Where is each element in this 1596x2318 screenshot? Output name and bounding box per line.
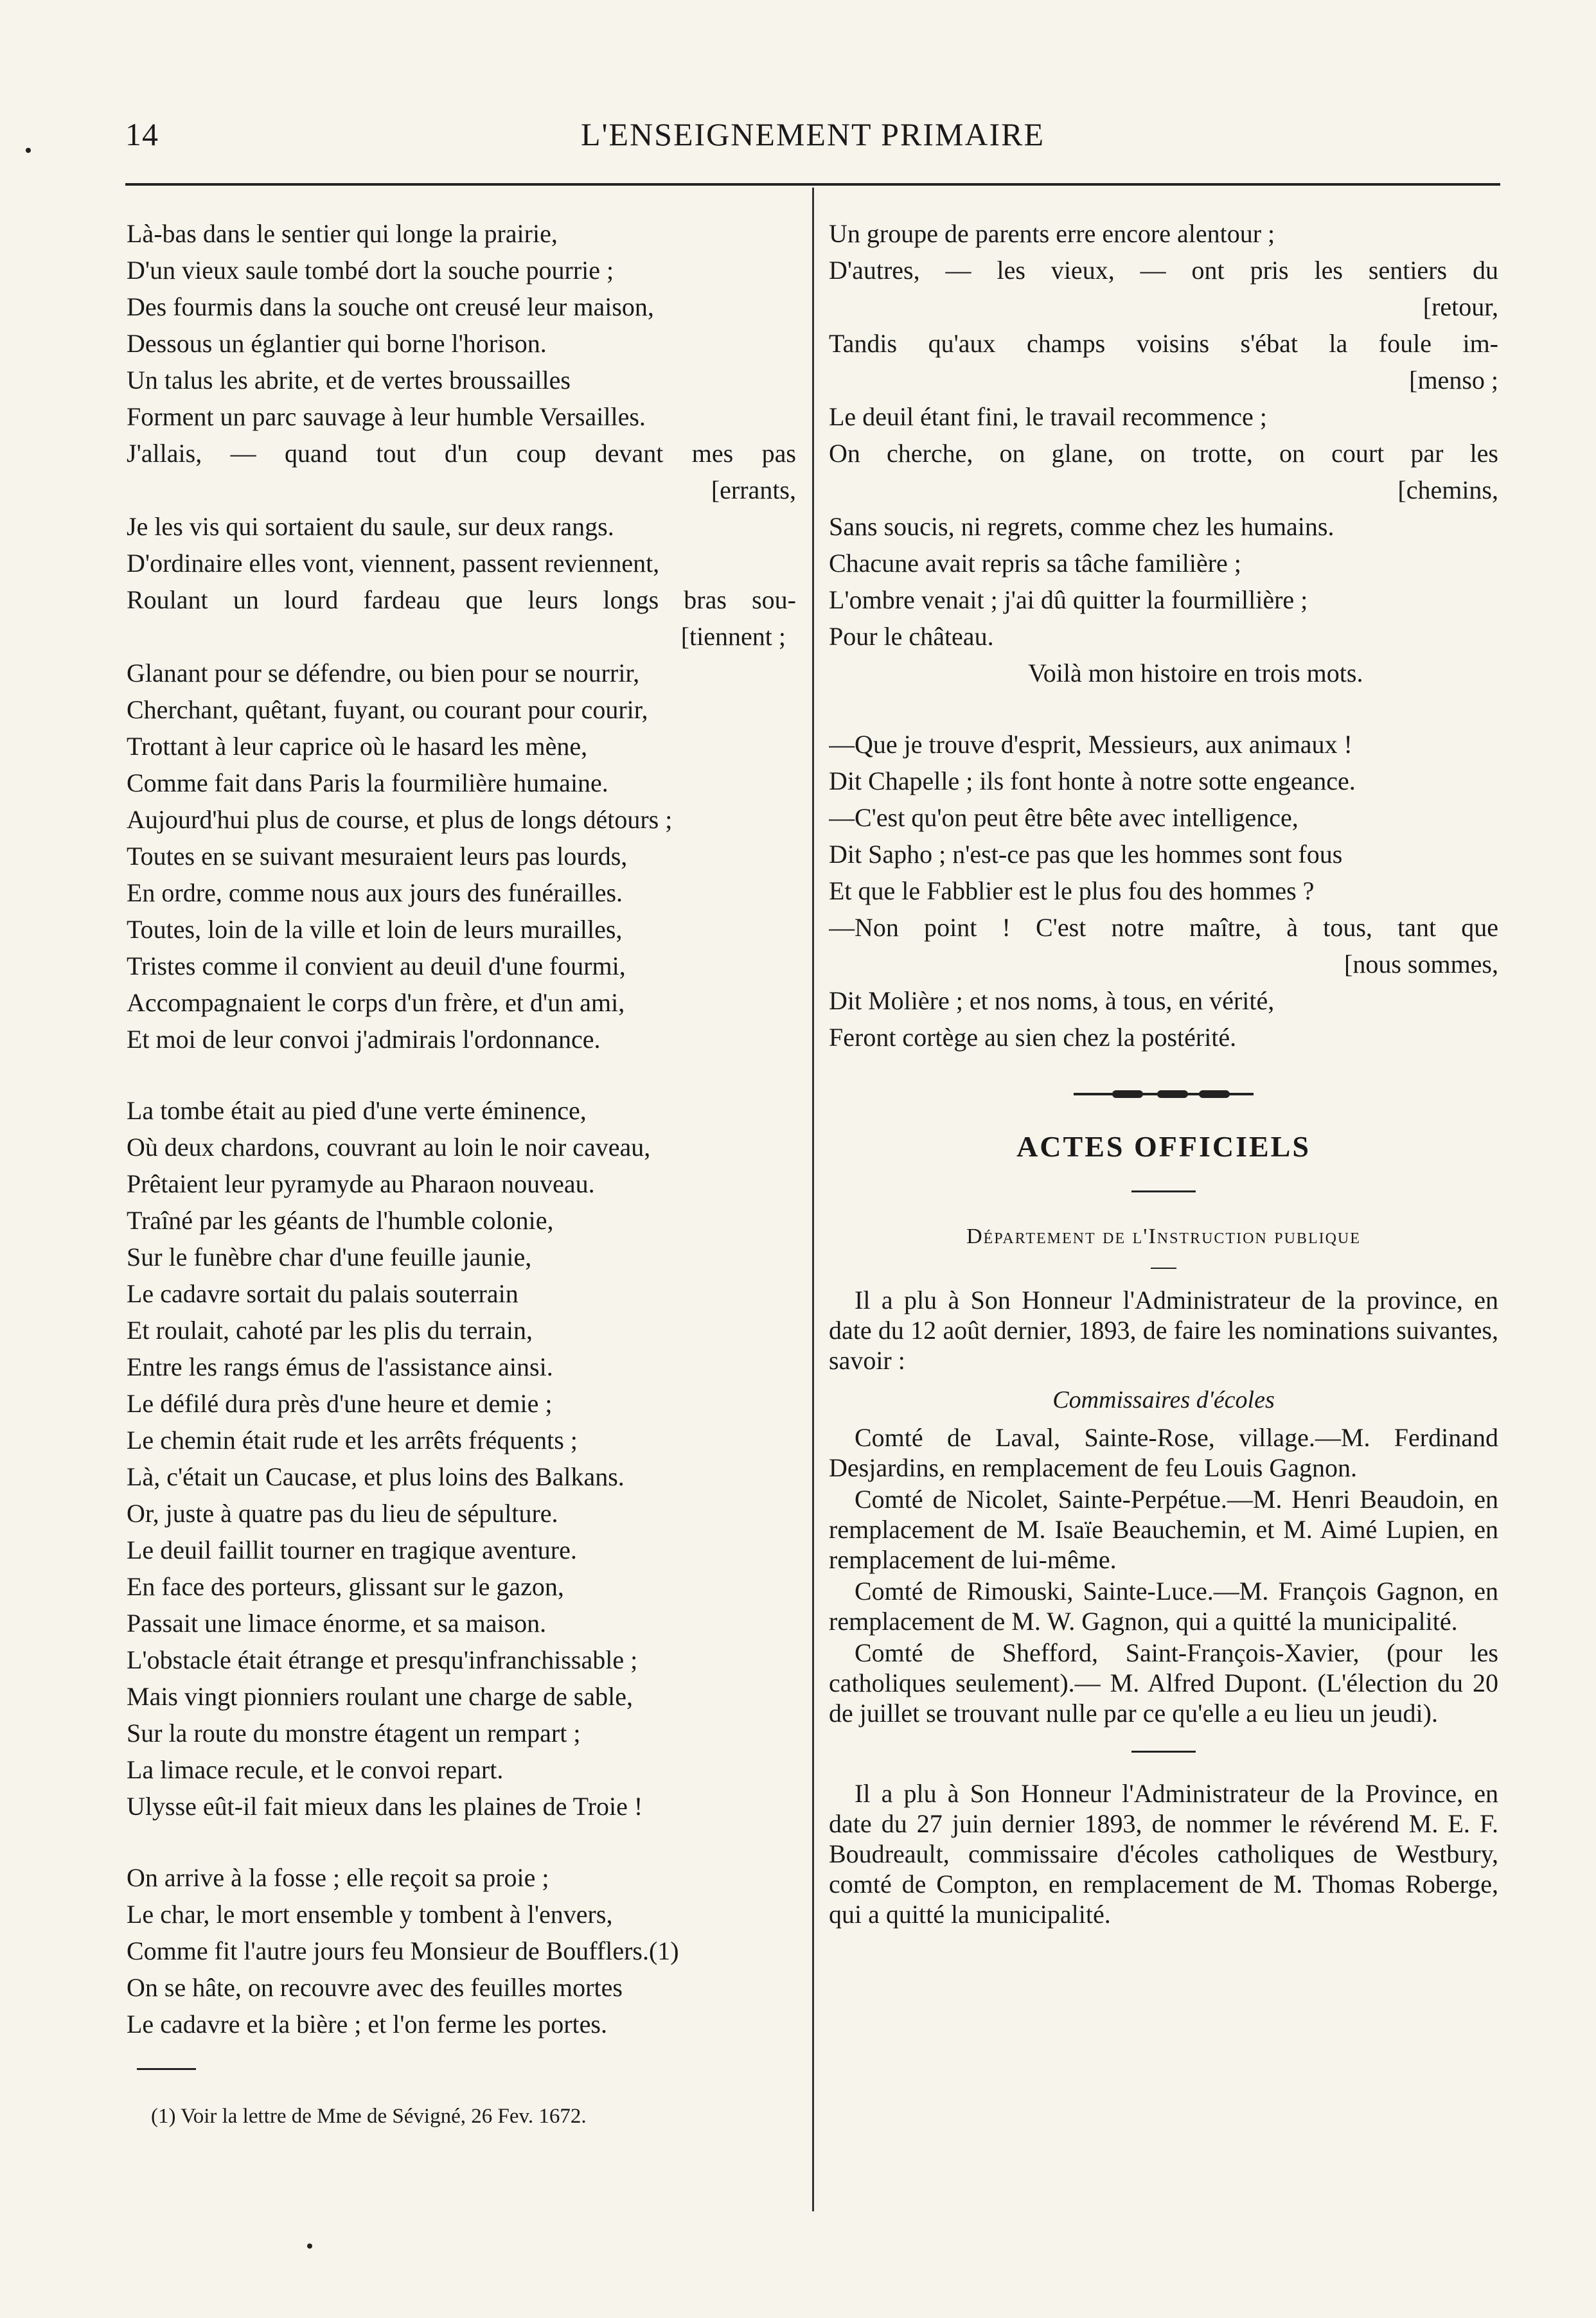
verse-line: Ulysse eût-il fait mieux dans les plaines de Troie ! — [127, 1792, 643, 1821]
verse-line: Pour le château. — [829, 622, 994, 651]
department-heading: Département de l'Instruction publique — [966, 1225, 1361, 1248]
subheading: Commissaires d'écoles — [1052, 1386, 1275, 1413]
verse-line: Et roulait, cahoté par les plis du terrain, — [127, 1316, 533, 1345]
verse-line: Sur le funèbre char d'une feuille jaunie, — [127, 1243, 532, 1271]
verse-line: Comme fait dans Paris la fourmilière humaine. — [127, 768, 608, 797]
footnote-rule — [137, 2068, 196, 2070]
verse-line: —Que je trouve d'esprit, Messieurs, aux animaux ! — [829, 730, 1352, 759]
poem-stanza — [127, 1092, 796, 1825]
verse-line: Tandis qu'aux champs voisins s'ébat la foule im- — [829, 329, 1498, 358]
verse-line-continuation: [tiennent ; — [680, 622, 786, 651]
verse-line: Traîné par les géants de l'humble colonie, — [127, 1206, 554, 1235]
verse-line: Sans soucis, ni regrets, comme chez les humains. — [829, 512, 1334, 541]
notice-paragraph: Il a plu à Son Honneur l'Administrateur de la province, en date du 12 août dernier, 1893, de faire les nominations suivantes, savoir : — [829, 1286, 1498, 1375]
verse-line: Chacune avait repris sa tâche familière ; — [829, 549, 1241, 578]
verse-line: Cherchant, quêtant, fuyant, ou courant pour courir, — [127, 695, 648, 724]
dash-rule — [1151, 1268, 1176, 1269]
verse-line: Trottant à leur caprice où le hasard les mène, — [127, 732, 588, 761]
poem-stanza — [829, 726, 1498, 1056]
verse-line: L'obstacle était étrange et presqu'infranchissable ; — [127, 1645, 638, 1674]
right-column — [829, 215, 1498, 1929]
verse-line: Le deuil étant fini, le travail recommence ; — [829, 402, 1267, 431]
print-speck — [26, 148, 31, 153]
verse-line: Où deux chardons, couvrant au loin le noir caveau, — [127, 1133, 651, 1162]
verse-line: Accompagnaient le corps d'un frère, et d'un ami, — [127, 988, 625, 1017]
footnote: (1) Voir la lettre de Mme de Sévigné, 26 Fev. 1672. — [151, 2105, 587, 2128]
verse-line-continuation: [menso ; — [1409, 366, 1498, 394]
nomination-entry: Comté de Nicolet, Sainte-Perpétue.—M. Henri Beaudoin, en remplacement de M. Isaïe Beauchemin, et M. Aimé Lupien, en remplacement de lui-même. — [829, 1485, 1498, 1574]
verse-line: Tristes comme il convient au deuil d'une fourmi, — [127, 951, 626, 980]
verse-line: —C'est qu'on peut être bête avec intelligence, — [829, 803, 1299, 832]
left-column — [127, 215, 796, 2130]
verse-line: Mais vingt pionniers roulant une charge de sable, — [127, 1682, 633, 1711]
verse-line: Le cadavre et la bière ; et l'on ferme les portes. — [127, 2010, 607, 2039]
verse-line: L'ombre venait ; j'ai dû quitter la fourmillière ; — [829, 585, 1308, 614]
verse-line: En ordre, comme nous aux jours des funérailles. — [127, 878, 623, 907]
verse-line-continuation: [nous sommes, — [1344, 950, 1498, 978]
nomination-entry: Comté de Laval, Sainte-Rose, village.—M. Ferdinand Desjardins, en remplacement de feu Louis Gagnon. — [829, 1423, 1498, 1482]
verse-line: —Non point ! C'est notre maître, à tous, tant que — [829, 913, 1498, 942]
verse-line: Sur la route du monstre étagent un rempart ; — [127, 1719, 581, 1747]
verse-line: Glanant pour se défendre, ou bien pour se nourrir, — [127, 659, 640, 687]
verse-line: D'un vieux saule tombé dort la souche pourrie ; — [127, 256, 614, 285]
running-title: L'ENSEIGNEMENT PRIMAIRE — [580, 116, 1045, 152]
verse-line: Toutes, loin de la ville et loin de leurs murailles, — [127, 915, 623, 944]
ornament-divider — [1074, 1090, 1254, 1099]
verse-line: J'allais, — quand tout d'un coup devant mes pas — [127, 439, 796, 468]
verse-line: Un groupe de parents erre encore alentour ; — [829, 219, 1275, 248]
print-speck — [307, 2243, 312, 2249]
verse-line: Toutes en se suivant mesuraient leurs pas lourds, — [127, 842, 628, 871]
verse-line: Or, juste à quatre pas du lieu de sépulture. — [127, 1499, 558, 1528]
verse-line: On cherche, on glane, on trotte, on court par les — [829, 439, 1498, 468]
verse-line: La tombe était au pied d'une verte éminence, — [127, 1096, 587, 1125]
notice-paragraph: Il a plu à Son Honneur l'Administrateur de la Province, en date du 27 juin dernier 1893, de nommer le révérend M. E. F. Boudreault, commissaire d'écoles catholiques de Westbury, comté de Compton, en remplacement de M. Thomas Roberge, qui a quitté la municipalité. — [829, 1779, 1498, 1929]
verse-line-continuation: [retour, — [1423, 292, 1498, 321]
verse-line: Entre les rangs émus de l'assistance ainsi. — [127, 1352, 553, 1381]
verse-line: La limace recule, et le convoi repart. — [127, 1755, 504, 1784]
verse-line: Le char, le mort ensemble y tombent à l'envers, — [127, 1900, 613, 1929]
poem-stanza — [829, 215, 1498, 691]
verse-line: On se hâte, on recouvre avec des feuilles mortes — [127, 1973, 623, 2002]
verse-line: Des fourmis dans la souche ont creusé leur maison, — [127, 292, 654, 321]
nomination-entry: Comté de Rimouski, Sainte-Luce.—M. François Gagnon, en remplacement de M. W. Gagnon, qui a quitté la municipalité. — [829, 1577, 1498, 1636]
verse-line: Et que le Fabblier est le plus fou des hommes ? — [829, 876, 1315, 905]
verse-line: Dit Molière ; et nos noms, à tous, en vérité, — [829, 986, 1275, 1015]
poem-stanza — [127, 1859, 796, 2042]
verse-line: Là-bas dans le sentier qui longe la prairie, — [127, 219, 558, 248]
verse-line: Dit Sapho ; n'est-ce pas que les hommes sont fous — [829, 840, 1343, 869]
verse-line: Prêtaient leur pyramyde au Pharaon nouveau. — [127, 1169, 595, 1198]
verse-line: D'autres, — les vieux, — ont pris les sentiers du — [829, 256, 1498, 285]
verse-line: Le chemin était rude et les arrêts fréquents ; — [127, 1426, 578, 1455]
poem-stanza — [127, 215, 796, 1057]
verse-line: Là, c'était un Caucase, et plus loins des Balkans. — [127, 1462, 625, 1491]
section-title: ACTES OFFICIELS — [1016, 1130, 1311, 1163]
header-rule — [125, 183, 1500, 186]
verse-line: Feront cortège au sien chez la postérité. — [829, 1023, 1237, 1052]
page-number: 14 — [125, 116, 159, 152]
verse-line: Un talus les abrite, et de vertes broussailles — [127, 366, 571, 394]
column-divider — [812, 188, 814, 2211]
verse-line-continuation: [errants, — [711, 475, 796, 504]
verse-line: Le deuil faillit tourner en tragique aventure. — [127, 1535, 577, 1564]
verse-line: Je les vis qui sortaient du saule, sur deux rangs. — [127, 512, 614, 541]
verse-line: Le défilé dura près d'une heure et demie ; — [127, 1389, 553, 1418]
page-header — [125, 108, 1500, 159]
notice-rule — [1131, 1751, 1196, 1753]
section-rule — [1131, 1190, 1196, 1192]
verse-line: Voilà mon histoire en trois mots. — [1028, 659, 1363, 687]
verse-line: En face des porteurs, glissant sur le gazon, — [127, 1572, 564, 1601]
verse-line: Comme fit l'autre jours feu Monsieur de Boufflers.(1) — [127, 1936, 679, 1965]
verse-line: Passait une limace énorme, et sa maison. — [127, 1609, 547, 1638]
verse-line: Roulant un lourd fardeau que leurs longs bras sou- — [127, 585, 796, 614]
verse-line: Et moi de leur convoi j'admirais l'ordonnance. — [127, 1025, 601, 1054]
verse-line: D'ordinaire elles vont, viennent, passent reviennent, — [127, 549, 660, 578]
nomination-entry: Comté de Shefford, Saint-François-Xavier, (pour les catholiques seulement).— M. Alfred Dupont. (L'élection du 20 de juillet se trouvant nulle par ce qu'elle a eu lieu un jeudi). — [829, 1638, 1498, 1728]
verse-line-continuation: [chemins, — [1397, 475, 1498, 504]
verse-line: On arrive à la fosse ; elle reçoit sa proie ; — [127, 1863, 549, 1892]
verse-line: Le cadavre sortait du palais souterrain — [127, 1279, 519, 1308]
verse-line: Aujourd'hui plus de course, et plus de longs détours ; — [127, 805, 673, 834]
verse-line: Dessous un églantier qui borne l'horison. — [127, 329, 547, 358]
verse-line: Dit Chapelle ; ils font honte à notre sotte engeance. — [829, 766, 1356, 795]
verse-line: Forment un parc sauvage à leur humble Versailles. — [127, 402, 646, 431]
